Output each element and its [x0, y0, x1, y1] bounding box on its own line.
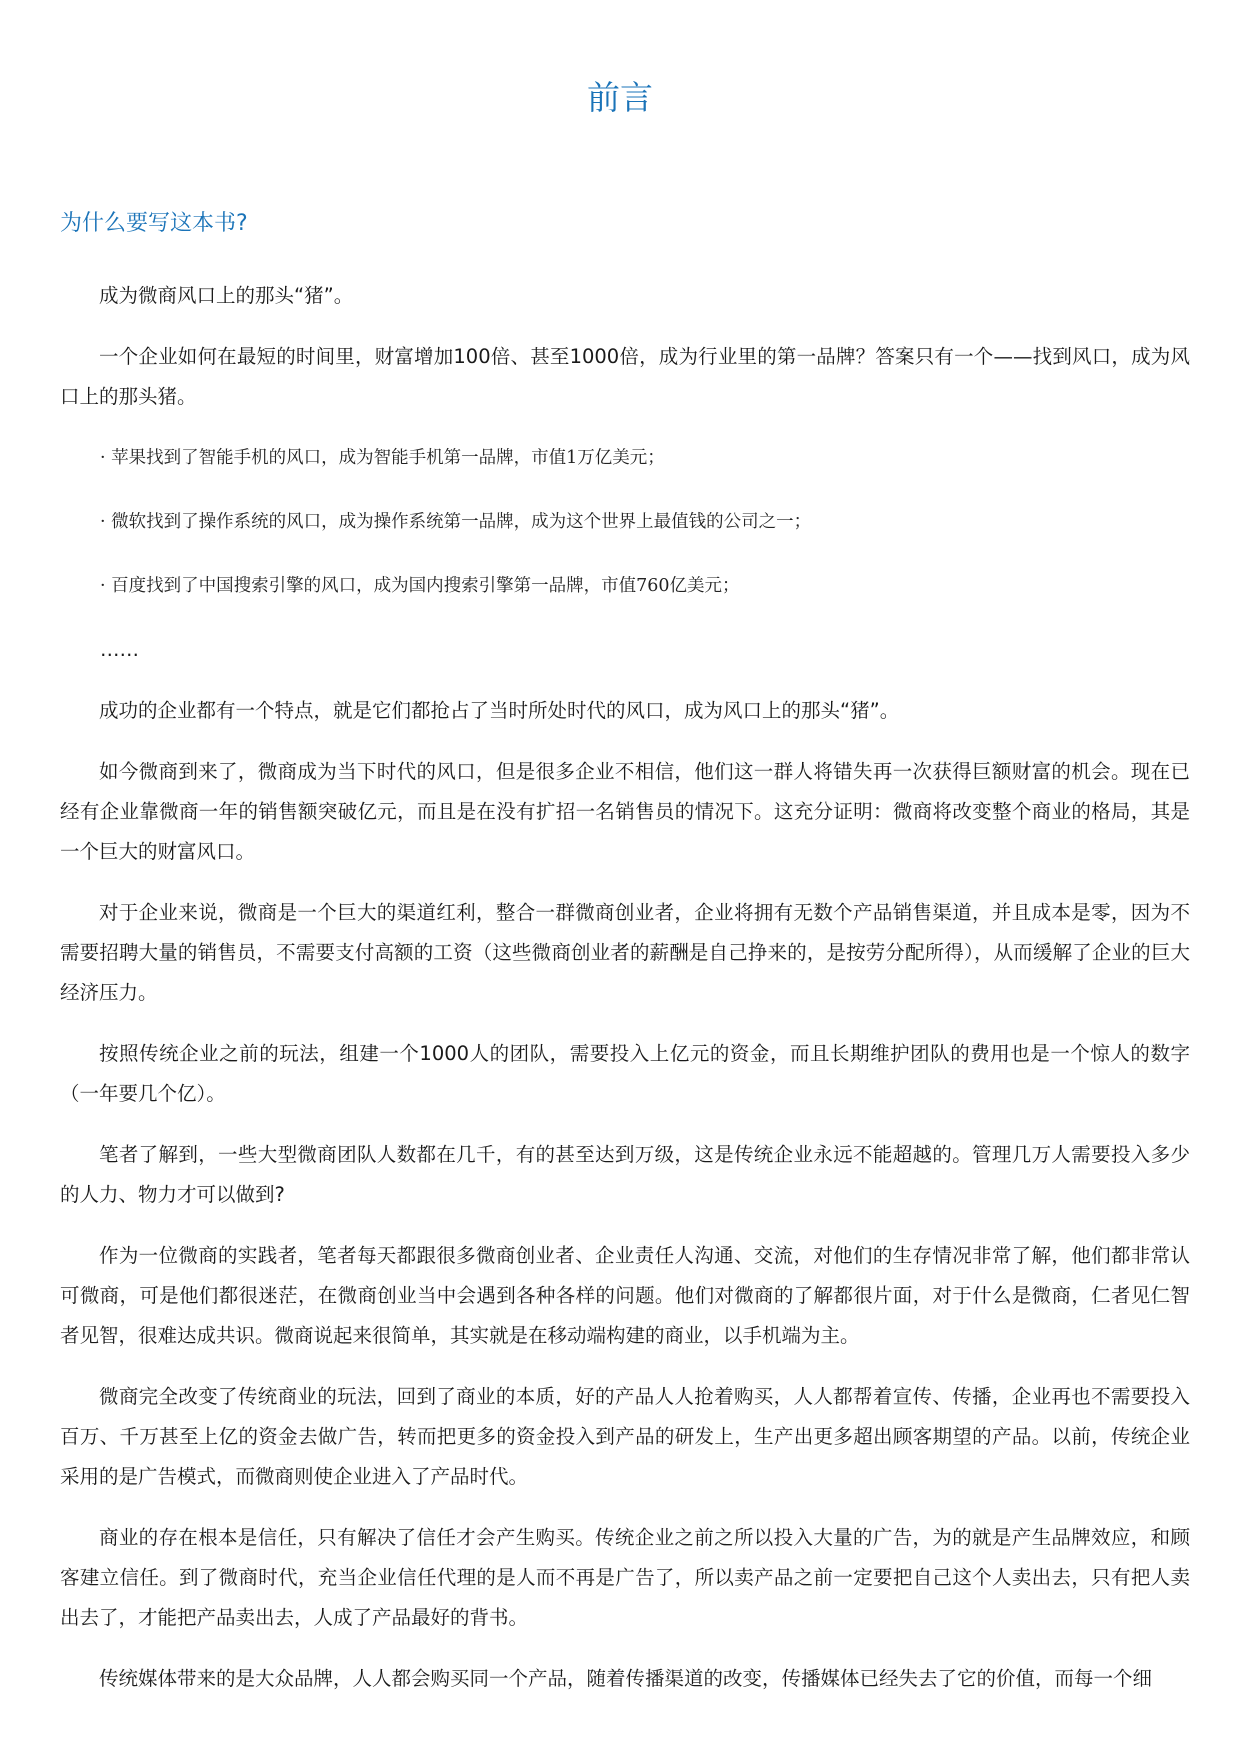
paragraph: 如今微商到来了，微商成为当下时代的风口，但是很多企业不相信，他们这一群人将错失再一次获得巨额财富的机会。现在已经有企业靠微商一年的销售额突破亿元，而且是在没有扩招一名销售员的情况下。这充分证明：微商将改变整个商业的格局，其是一个巨大的财富风口。 [60, 760, 1190, 863]
section-heading: 为什么要写这本书? [60, 211, 248, 236]
paragraph: 传统媒体带来的是大众品牌，人人都会购买同一个产品，随着传播渠道的改变，传播媒体已经失去了它的价值，而每一个细 [99, 1667, 1153, 1690]
paragraph: 成为微商风口上的那头“猪”。 [99, 284, 354, 307]
list-item: · 百度找到了中国搜索引擎的风口，成为国内搜索引擎第一品牌，市值760亿美元； [100, 576, 740, 596]
paragraph: 商业的存在根本是信任，只有解决了信任才会产生购买。传统企业之前之所以投入大量的广告，为的就是产生品牌效应，和顾客建立信任。到了微商时代，充当企业信任代理的是人而不再是广告了，所以卖产品之前一定要把自己这个人卖出去，只有把人卖出去了，才能把产品卖出去，人成了产品最好的背书。 [60, 1526, 1190, 1629]
paragraph: 作为一位微商的实践者，笔者每天都跟很多微商创业者、企业责任人沟通、交流，对他们的生存情况非常了解，他们都非常认可微商，可是他们都很迷茫，在微商创业当中会遇到各种各样的问题。他们对微商的了解都很片面，对于什么是微商，仁者见仁智者见智，很难达成共识。微商说起来很简单，其实就是在移动端构建的商业，以手机端为主。 [60, 1244, 1190, 1347]
list-item: · 微软找到了操作系统的风口，成为操作系统第一品牌，成为这个世界上最值钱的公司之一； [100, 512, 812, 532]
ellipsis: …… [100, 638, 139, 661]
paragraph: 笔者了解到，一些大型微商团队人数都在几千，有的甚至达到万级，这是传统企业永远不能超越的。管理几万人需要投入多少的人力、物力才可以做到? [60, 1143, 1190, 1206]
paragraph: 成功的企业都有一个特点，就是它们都抢占了当时所处时代的风口，成为风口上的那头“猪”。 [99, 699, 900, 722]
paragraph: 对于企业来说，微商是一个巨大的渠道红利，整合一群微商创业者，企业将拥有无数个产品销售渠道，并且成本是零，因为不需要招聘大量的销售员，不需要支付高额的工资（这些微商创业者的薪酬是自己挣来的，是按劳分配所得），从而缓解了企业的巨大经济压力。 [60, 901, 1190, 1004]
document-body [60, 276, 1190, 1720]
paragraph: 微商完全改变了传统商业的玩法，回到了商业的本质，好的产品人人抢着购买，人人都帮着宣传、传播，企业再也不需要投入百万、千万甚至上亿的资金去做广告，转而把更多的资金投入到产品的研发上，生产出更多超出顾客期望的产品。以前，传统企业采用的是广告模式，而微商则使企业进入了产品时代。 [60, 1385, 1190, 1488]
paragraph: 按照传统企业之前的玩法，组建一个1000人的团队，需要投入上亿元的资金，而且长期维护团队的费用也是一个惊人的数字（一年要几个亿）。 [60, 1042, 1190, 1105]
paragraph: 一个企业如何在最短的时间里，财富增加100倍、甚至1000倍，成为行业里的第一品牌？答案只有一个——找到风口，成为风口上的那头猪。 [60, 345, 1190, 408]
page-title: 前言 [587, 78, 653, 117]
list-item: · 苹果找到了智能手机的风口，成为智能手机第一品牌，市值1万亿美元； [100, 448, 665, 468]
